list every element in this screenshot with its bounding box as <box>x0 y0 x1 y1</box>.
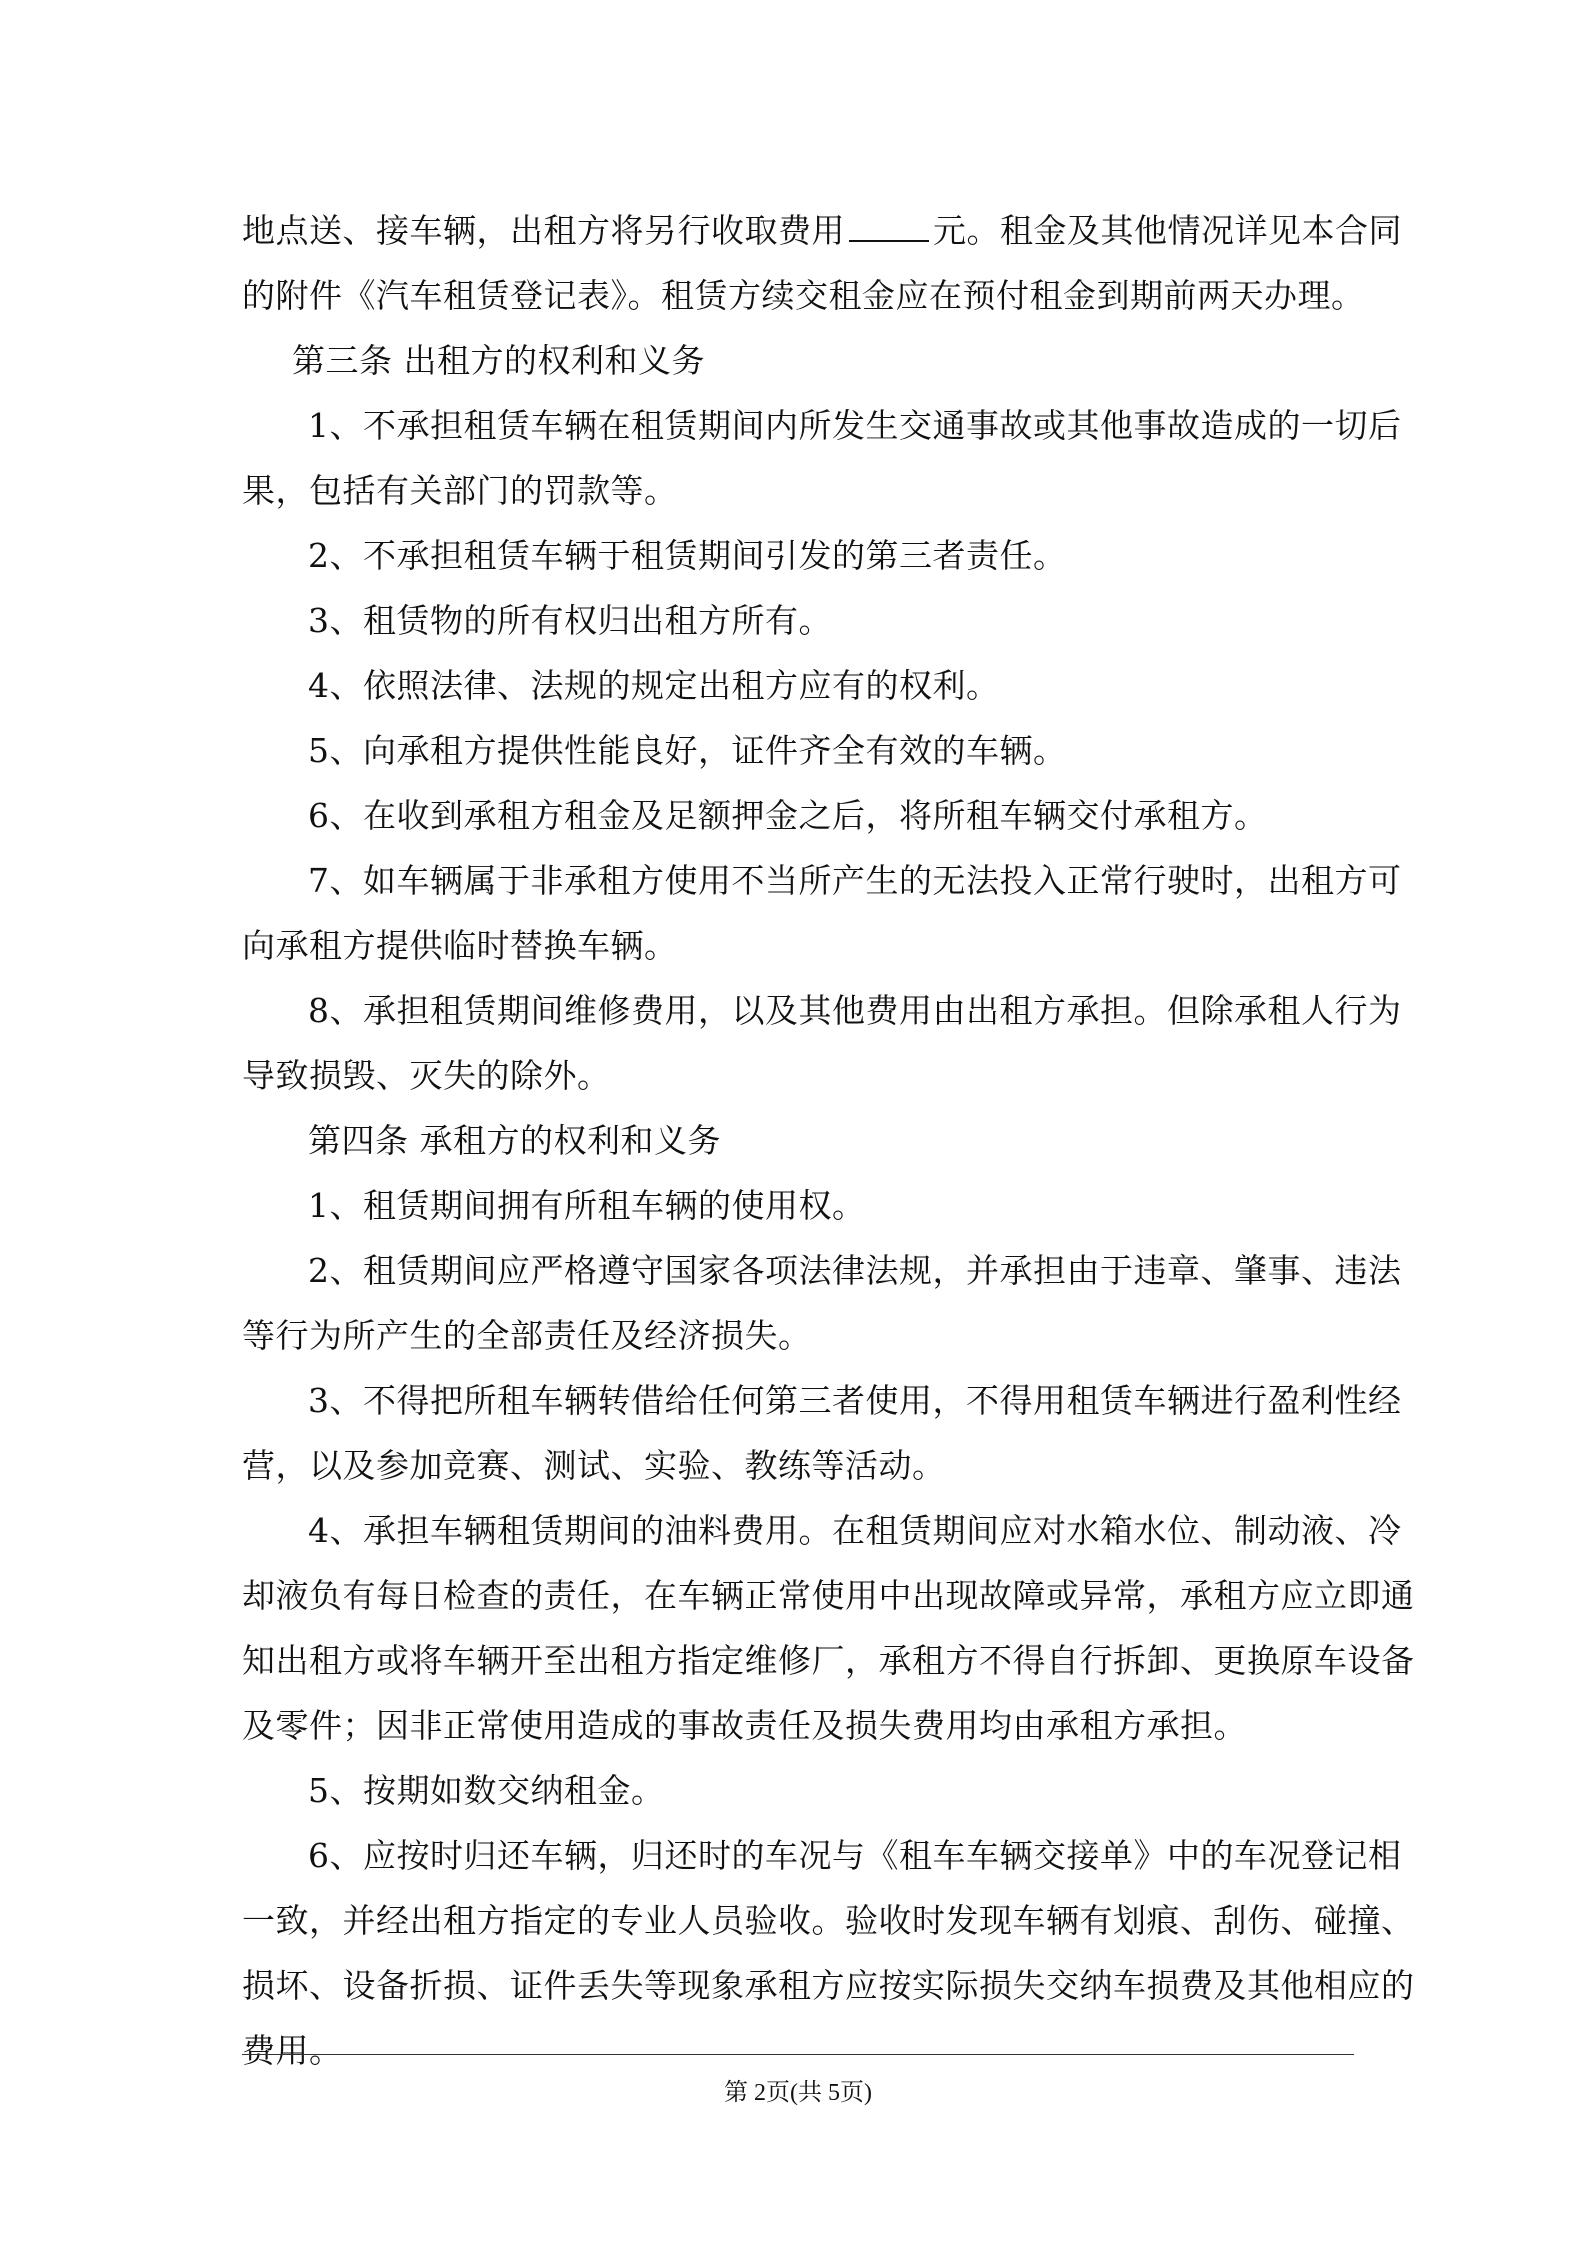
paragraph-line: 知出租方或将车辆开至出租方指定维修厂，承租方不得自行拆卸、更换原车设备 <box>242 1641 1415 1680</box>
paragraph-line: 营，以及参加竞赛、测试、实验、教练等活动。 <box>242 1446 946 1485</box>
paragraph-line: 8、承担租赁期间维修费用，以及其他费用由出租方承担。但除承租人行为 <box>308 991 1402 1030</box>
paragraph-line: 的附件《汽车租赁登记表》。租赁方续交租金应在预付租金到期前两天办理。 <box>242 276 1365 315</box>
paragraph-line: 等行为所产生的全部责任及经济损失。 <box>242 1316 812 1355</box>
paragraph-line: 5、向承租方提供性能良好，证件齐全有效的车辆。 <box>308 731 1067 770</box>
paragraph-line: 1、不承担租赁车辆在租赁期间内所发生交通事故或其他事故造成的一切后 <box>308 406 1402 445</box>
paragraph-line: 果，包括有关部门的罚款等。 <box>242 471 678 510</box>
paragraph-line: 却液负有每日检查的责任，在车辆正常使用中出现故障或异常，承租方应立即通 <box>242 1576 1415 1615</box>
fill-in-blank <box>849 210 929 242</box>
document-body <box>242 198 1415 2083</box>
paragraph-line: 损坏、设备折损、证件丢失等现象承租方应按实际损失交纳车损费及其他相应的 <box>242 1966 1415 2005</box>
section-heading: 第三条 出租方的权利和义务 <box>292 341 705 380</box>
paragraph-line: 费用。 <box>242 2031 343 2070</box>
paragraph-line: 导致损毁、灭失的除外。 <box>242 1056 611 1095</box>
section-heading: 第四条 承租方的权利和义务 <box>308 1121 721 1160</box>
page-number: 第 2页(共 5页) <box>724 2080 872 2106</box>
paragraph-line: 3、租赁物的所有权归出租方所有。 <box>308 601 832 640</box>
text-segment: 元。租金及其他情况详见本合同 <box>933 211 1402 250</box>
paragraph-line: 向承租方提供临时替换车辆。 <box>242 926 678 965</box>
paragraph-line: 4、承担车辆租赁期间的油料费用。在租赁期间应对水箱水位、制动液、冷 <box>308 1511 1402 1550</box>
paragraph-line <box>242 198 1402 263</box>
paragraph-line: 7、如车辆属于非承租方使用不当所产生的无法投入正常行驶时，出租方可 <box>308 861 1402 900</box>
paragraph-line: 及零件；因非正常使用造成的事故责任及损失费用均由承租方承担。 <box>242 1706 1247 1745</box>
paragraph-line: 2、不承担租赁车辆于租赁期间引发的第三者责任。 <box>308 536 1067 575</box>
paragraph-line: 5、按期如数交纳租金。 <box>308 1771 665 1810</box>
footer-divider <box>242 2054 1354 2055</box>
text-segment: 地点送、接车辆，出租方将另行收取费用 <box>242 211 845 250</box>
paragraph-line: 1、租赁期间拥有所租车辆的使用权。 <box>308 1186 866 1225</box>
paragraph-line: 2、租赁期间应严格遵守国家各项法律法规，并承担由于违章、肇事、违法 <box>308 1251 1402 1290</box>
paragraph-line: 6、在收到承租方租金及足额押金之后，将所租车辆交付承租方。 <box>308 796 1268 835</box>
paragraph-line: 4、依照法律、法规的规定出租方应有的权利。 <box>308 666 1000 705</box>
paragraph-line: 3、不得把所租车辆转借给任何第三者使用，不得用租赁车辆进行盈利性经 <box>308 1381 1402 1420</box>
paragraph-line: 6、应按时归还车辆，归还时的车况与《租车车辆交接单》中的车况登记相 <box>308 1836 1402 1875</box>
paragraph-line: 一致，并经出租方指定的专业人员验收。验收时发现车辆有划痕、刮伤、碰撞、 <box>242 1901 1415 1940</box>
